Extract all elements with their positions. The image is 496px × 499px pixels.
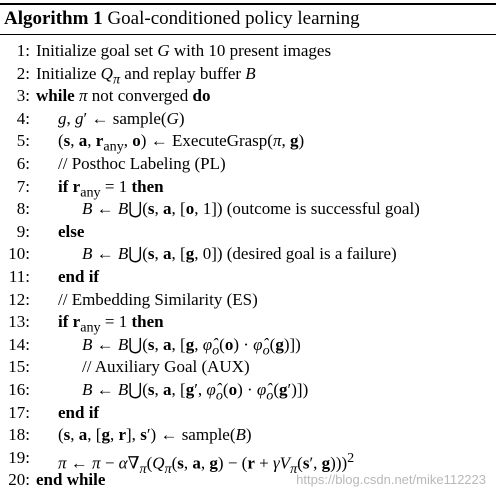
line-code: // Embedding Similarity (ES) bbox=[58, 289, 258, 309]
line-code: Initialize $Q_\pi$ and replay buffer B bbox=[36, 63, 256, 87]
line-code: B ← B⋃(s, a, [o, 1]) (outcome is successful goal) bbox=[82, 199, 420, 219]
line-number: 2: bbox=[16, 63, 30, 83]
line-number: 15: bbox=[8, 357, 30, 377]
line-code: Initialize goal set G with 10 present images bbox=[36, 41, 332, 60]
algorithm-line bbox=[0, 153, 496, 176]
line-code: (s, a, [g, r], s′) ← sample(B) bbox=[58, 425, 252, 445]
line-code: g, g′ ← sample(G) bbox=[58, 108, 185, 128]
line-number: 1: bbox=[16, 41, 30, 60]
line-code: if $r_{any} = 1$ then bbox=[58, 312, 164, 336]
line-code: end while bbox=[36, 470, 106, 490]
line-code: while π not converged do bbox=[36, 86, 211, 106]
line-number: 17: bbox=[8, 402, 30, 422]
line-number: 18: bbox=[8, 425, 30, 445]
line-code: B ← B⋃(s, a, [g, 0]) (desired goal is a failure) bbox=[82, 244, 397, 264]
algorithm-line bbox=[0, 176, 496, 199]
line-code: // Posthoc Labeling (PL) bbox=[58, 153, 226, 173]
algorithm-line bbox=[0, 356, 496, 379]
algorithm-line bbox=[0, 221, 496, 244]
line-number: 4: bbox=[16, 108, 30, 128]
algorithm-line bbox=[0, 108, 496, 131]
line-number: 3: bbox=[16, 86, 30, 106]
algorithm-line bbox=[0, 198, 496, 221]
algorithm-line bbox=[0, 402, 496, 425]
line-code: if $r_{any} = 1$ then bbox=[58, 176, 164, 200]
line-code: end if bbox=[58, 402, 100, 422]
top-rule bbox=[0, 3, 496, 5]
algorithm-line bbox=[0, 379, 496, 402]
line-number: 9: bbox=[16, 221, 30, 241]
algorithm-line bbox=[0, 289, 496, 312]
algorithm-title: Goal-conditioned policy learning bbox=[107, 8, 360, 29]
line-number: 8: bbox=[16, 199, 30, 219]
header-rule bbox=[0, 34, 496, 35]
algorithm-line bbox=[0, 40, 496, 63]
line-number: 11: bbox=[8, 266, 30, 286]
algorithm-line bbox=[0, 447, 496, 477]
algorithm-line bbox=[0, 243, 496, 266]
algorithm-line bbox=[0, 424, 496, 447]
line-code: B ← B⋃(s, a, [g′, $\varphî_o(o)$ · $\varphî_o(g')$]) bbox=[82, 379, 309, 404]
line-number: 16: bbox=[8, 379, 30, 399]
line-code: (s, a, $r_{any}$, o) ← ExecuteGrasp(π, g) bbox=[58, 131, 305, 155]
watermark: https://blog.csdn.net/mike112223 bbox=[296, 472, 486, 487]
line-number: 12: bbox=[8, 289, 30, 309]
algorithm-line bbox=[0, 334, 496, 357]
line-number: 10: bbox=[8, 244, 30, 264]
algorithm-line bbox=[0, 311, 496, 334]
line-number: 6: bbox=[16, 153, 30, 173]
algorithm-label: Algorithm 1 bbox=[4, 8, 103, 29]
algorithm-line bbox=[0, 130, 496, 153]
line-number: 13: bbox=[8, 312, 30, 332]
line-code: else bbox=[58, 221, 85, 241]
line-number: 7: bbox=[16, 176, 30, 196]
algorithm-line bbox=[0, 85, 496, 108]
algorithm-line bbox=[0, 266, 496, 289]
line-code: end if bbox=[58, 266, 100, 286]
line-code: // Auxiliary Goal (AUX) bbox=[82, 357, 250, 377]
line-code: B ← B⋃(s, a, [g, $\varphî_o(o)$ · $\varphî_o(g)$]) bbox=[82, 334, 301, 359]
algorithm-header bbox=[4, 7, 360, 31]
line-number: 5: bbox=[16, 131, 30, 151]
line-code: π ← $\pi - \alpha\nabla_\pi(Q_\pi(s$, a, $g) - (r + \gamma V_\pi(s'$, g)))$^2$ bbox=[58, 449, 355, 477]
line-number: 19: bbox=[8, 447, 30, 467]
line-number: 14: bbox=[8, 334, 30, 354]
algorithm-line bbox=[0, 63, 496, 86]
algorithm-lines bbox=[0, 40, 496, 492]
line-number: 20: bbox=[8, 470, 30, 490]
